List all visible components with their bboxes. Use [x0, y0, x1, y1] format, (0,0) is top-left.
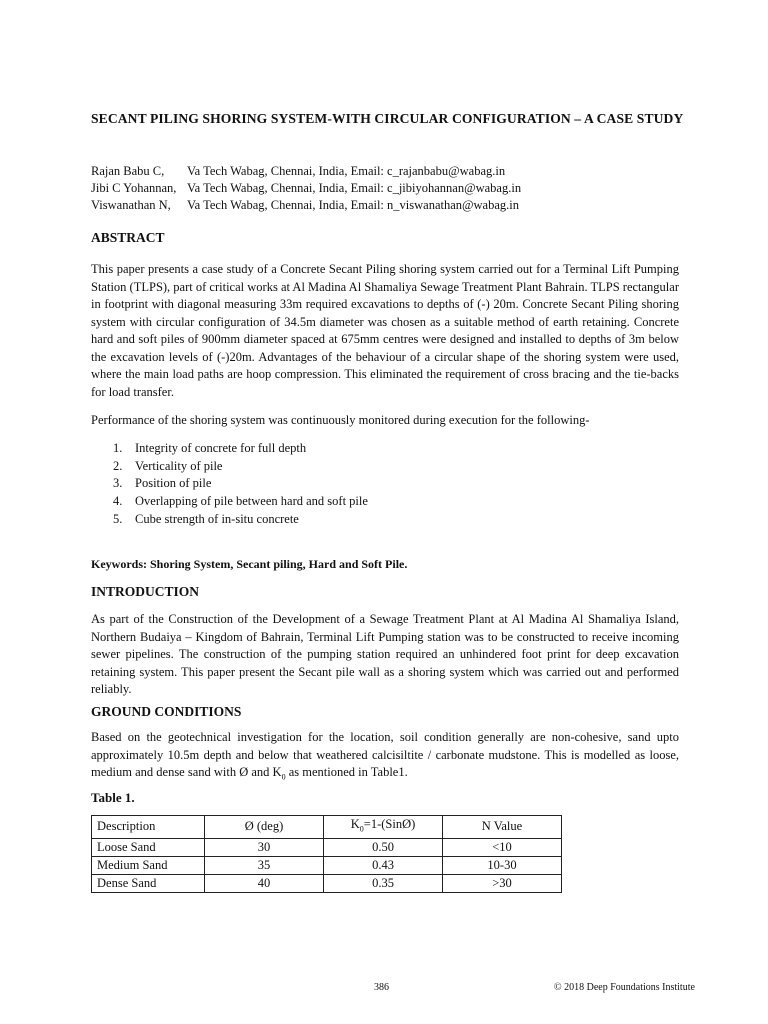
copyright: © 2018 Deep Foundations Institute — [554, 982, 695, 993]
table-row — [92, 838, 562, 856]
list-text: Verticality of pile — [135, 458, 223, 473]
list-item — [113, 511, 368, 529]
cell-k0: 0.43 — [324, 856, 443, 874]
author-list — [91, 163, 521, 214]
monitoring-list — [113, 440, 368, 529]
table-row — [92, 856, 562, 874]
abstract-paragraph: This paper presents a case study of a Concrete Secant Piling shoring system carried out for a Terminal Lift Pumping Station (TLPS), part of critical works at Al Madina Al Shamaliya Sewage Treatment Plant Bahrain. TLPS rectangular in footprint with diagonal measuring 33m required excavations to depths of (-) 20m. Concrete Secant Piling shoring system with circular configuration of 34.5m diameter was chosen as a suitable method of earth retaining. Concrete hard and soft piles of 900mm diameter spaced at 675mm centres were designed and installed to depths of 3m below the excavation levels of (-)20m. Advantages of the behaviour of a circular shape of the shoring system were used, where the main load paths are hoop compression. This eliminated the requirement of cross bracing and the tie-backs for load transfer. — [91, 262, 679, 399]
k0-formula: =1-(SinØ) — [363, 817, 416, 831]
cell-k0: 0.50 — [324, 838, 443, 856]
cell-n-value: 10-30 — [443, 856, 562, 874]
cell-phi: 35 — [205, 856, 324, 874]
page-number: 386 — [374, 982, 389, 993]
list-number: 3. — [113, 476, 123, 491]
list-number: 5. — [113, 511, 123, 526]
abstract-monitoring-paragraph: Performance of the shoring system was continuously monitored during execution for the following- — [91, 413, 590, 427]
paper-title: SECANT PILING SHORING SYSTEM-WITH CIRCULAR CONFIGURATION – A CASE STUDY — [91, 111, 684, 126]
list-text: Integrity of concrete for full depth — [135, 441, 307, 455]
list-item — [113, 458, 368, 476]
author-name: Jibi C Yohannan, — [91, 181, 177, 195]
table-label: Table 1. — [91, 790, 135, 805]
author-name: Viswanathan N, — [91, 198, 171, 212]
author-details: Va Tech Wabag, Chennai, India, Email: n_viswanathan@wabag.in — [187, 198, 519, 212]
keywords: Keywords: Shoring System, Secant piling, Hard and Soft Pile. — [91, 557, 408, 571]
header-phi: Ø (deg) — [205, 816, 324, 839]
list-item — [113, 440, 368, 458]
author-row — [91, 180, 521, 197]
cell-description: Dense Sand — [92, 874, 205, 892]
cell-description: Loose Sand — [92, 838, 205, 856]
author-details: Va Tech Wabag, Chennai, India, Email: c_rajanbabu@wabag.in — [187, 164, 506, 178]
list-text: Cube strength of in-situ concrete — [135, 511, 299, 526]
header-n-value: N Value — [443, 816, 562, 839]
header-k0 — [324, 816, 443, 839]
list-text: Overlapping of pile between hard and soft pile — [135, 494, 368, 509]
author-row — [91, 163, 521, 180]
ground-subscript: 0 — [281, 772, 286, 782]
author-row — [91, 197, 521, 214]
list-item — [113, 493, 368, 511]
ground-text-1: Based on the geotechnical investigation for the location, soil condition generally are non-cohesive, sand upto approximately 10.5m depth and below that weathered calcisiltite / carbonate mudstone. This is modelled as loose, medium and dense sand with Ø and K — [91, 730, 679, 779]
cell-n-value: <10 — [443, 838, 562, 856]
cell-phi: 30 — [205, 838, 324, 856]
abstract-heading: ABSTRACT — [91, 230, 165, 245]
ground-text-2: as mentioned in Table1. — [285, 765, 408, 779]
author-details: Va Tech Wabag, Chennai, India, Email: c_jibiyohannan@wabag.in — [187, 181, 522, 195]
table-header-row — [92, 816, 562, 839]
list-text: Position of pile — [135, 476, 212, 491]
cell-k0: 0.35 — [324, 874, 443, 892]
k0-label: K — [350, 817, 360, 831]
list-item — [113, 475, 368, 493]
list-number: 2. — [113, 458, 123, 473]
cell-phi: 40 — [205, 874, 324, 892]
introduction-heading: INTRODUCTION — [91, 584, 200, 599]
ground-conditions-heading: GROUND CONDITIONS — [91, 704, 242, 719]
introduction-paragraph: As part of the Construction of the Development of a Sewage Treatment Plant at Al Madina Al Shamaliya Island, Northern Budaiya – Kingdom of Bahrain, Terminal Lift Pumping station was to be constructed to receive incoming sewer pipelines. The construction of the pumping station required an unhindered foot print for deep excavation retaining system. This paper present the Secant pile wall as a shoring system which was carried out and performed reliably. — [91, 612, 679, 696]
ground-conditions-paragraph — [91, 729, 679, 786]
list-number: 4. — [113, 494, 123, 509]
cell-description: Medium Sand — [92, 856, 205, 874]
soil-table — [91, 815, 562, 893]
k0-subscript: 0 — [359, 824, 364, 834]
table-row — [92, 874, 562, 892]
header-description: Description — [92, 816, 205, 839]
list-number: 1. — [113, 441, 123, 455]
author-name: Rajan Babu C, — [91, 164, 165, 178]
cell-n-value: >30 — [443, 874, 562, 892]
